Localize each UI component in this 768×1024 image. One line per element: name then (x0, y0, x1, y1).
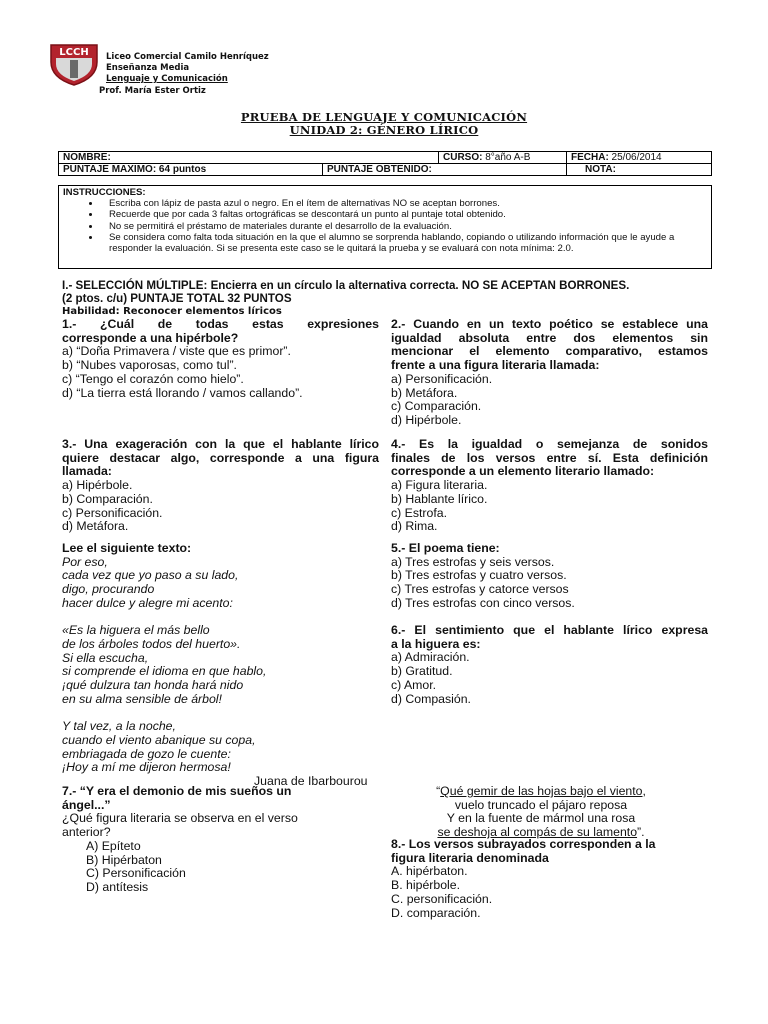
question-2-line: frente a una figura literaria llamada: (391, 358, 600, 373)
grade-field[interactable]: NOTA: (567, 164, 712, 176)
question-7-line: anterior? (62, 825, 111, 840)
option[interactable]: c) Comparación. (391, 399, 482, 414)
option[interactable]: A) Epíteto (86, 838, 141, 853)
option[interactable]: d) Hipérbole. (391, 412, 462, 427)
question-3-line: quiere destacar algo, corresponde a una figura (62, 450, 379, 465)
question-1 (62, 318, 379, 400)
question-3 (62, 438, 379, 534)
option[interactable]: b) Metáfora. (391, 385, 458, 400)
name-field[interactable]: NOMBRE: (59, 152, 439, 164)
poem-line: cuando el viento abanique su copa, (62, 732, 256, 747)
poem-line: Y tal vez, a la noche, (62, 719, 176, 734)
option[interactable]: c) Estrofa. (391, 505, 448, 520)
school-name: Liceo Comercial Camilo Henríquez (106, 52, 269, 62)
instructions-box (58, 185, 712, 269)
poem-line: digo, procurando (62, 582, 155, 597)
option[interactable]: c) Tres estrofas y catorce versos (391, 582, 569, 597)
option[interactable]: C) Personificación (86, 866, 186, 881)
instructions-heading: INSTRUCCIONES: (63, 187, 146, 198)
school-logo (48, 42, 100, 86)
option[interactable]: d) Metáfora. (62, 519, 129, 534)
school-subject: Lenguaje y Comunicación (106, 74, 228, 84)
poem-author: Juana de Ibarbourou (254, 773, 368, 788)
option[interactable]: d) “La tierra está llorando / vamos callando”. (62, 385, 303, 400)
option[interactable]: a) Hipérbole. (62, 478, 133, 493)
option[interactable]: B. hipérbole. (391, 878, 461, 893)
section-points: (2 ptos. c/u) PUNTAJE TOTAL 32 PUNTOS (62, 292, 292, 305)
poem-line: si comprende el idioma en que hablo, (62, 664, 267, 679)
poem-line: cada vez que yo paso a su lado, (62, 568, 239, 583)
question-8 (391, 838, 708, 920)
verse-line: se deshoja al compás de su lamento”. (437, 825, 645, 840)
verse-line: “Qué gemir de las hojas bajo el viento, (436, 784, 646, 798)
option[interactable]: d) Tres estrofas con cinco versos. (391, 595, 575, 610)
option[interactable]: c) “Tengo el corazón como hielo”. (62, 371, 244, 386)
option[interactable]: b) “Nubes vaporosas, como tul”. (62, 358, 237, 373)
option[interactable]: a) Admiración. (391, 650, 470, 665)
poem-line: ¡Hoy a mí me dijeron hermosa! (62, 760, 231, 775)
question-7-line: 7.- “Y era el demonio de mis sueños un (62, 784, 292, 798)
instruction-item: • Se considera como falta toda situación en la que el alumno se sorprenda hablando, copiando o utilizando información que le ayude a responder la evaluación. Si se presenta este caso se le quitará la prueba y se evaluará con nota mínima: 2.0. (101, 232, 707, 254)
poem-line: en su alma sensible de árbol! (62, 691, 222, 706)
question-2 (391, 318, 708, 428)
question-2-line: 2.- Cuando en un texto poético se establece una (391, 317, 708, 331)
school-level: Enseñanza Media (106, 63, 190, 73)
option[interactable]: c) Amor. (391, 677, 437, 692)
option[interactable]: b) Gratitud. (391, 664, 453, 679)
question-7-line: ángel...” (62, 797, 111, 812)
course-field: CURSO: 8°año A-B (439, 152, 567, 164)
option[interactable]: B) Hipérbaton (86, 852, 162, 867)
section-skill: Habilidad: Reconocer elementos líricos (62, 306, 282, 317)
school-info (106, 52, 269, 85)
question-3-line: llamada: (62, 464, 112, 479)
question-8-line: 8.- Los versos subrayados corresponden a la (391, 837, 656, 851)
poem-line: Por eso, (62, 554, 108, 569)
logo-text: LCCH (59, 47, 89, 58)
question-4-line: corresponde a un elemento literario llamado: (391, 464, 655, 479)
question-2-line: igualdad absoluta entre dos elementos sin (391, 330, 708, 345)
question-8-line: figura literaria denominada (391, 850, 549, 865)
question-6 (391, 624, 708, 706)
option[interactable]: A. hipérbaton. (391, 864, 468, 879)
exam-title: PRUEBA DE LENGUAJE Y COMUNICACIÓN (240, 110, 528, 124)
option[interactable]: a) Personificación. (391, 371, 493, 386)
question-2-line: mencionar el elemento comparativo, estamos (391, 344, 708, 359)
question-1-line: 1.- ¿Cuál de todas estas expresiones (62, 317, 379, 331)
poem-line: Si ella escucha, (62, 650, 149, 665)
question-6-line: a la higuera es: (391, 636, 481, 651)
option[interactable]: a) Figura literaria. (391, 478, 488, 493)
option[interactable]: a) “Doña Primavera / viste que es primor”. (62, 344, 291, 359)
option[interactable]: b) Comparación. (62, 491, 153, 506)
question-6-line: 6.- El sentimiento que el hablante lírico expresa (391, 623, 708, 637)
instruction-item: • Escriba con lápiz de pasta azul o negro. En el ítem de alternativas NO se aceptan borrones. (101, 198, 707, 209)
option[interactable]: b) Hablante lírico. (391, 491, 488, 506)
question-4-line: 4.- Es la igualdad o semejanza de sonidos (391, 437, 708, 451)
question-8-verse (391, 785, 691, 840)
poem-line: ¡qué dulzura tan honda hará nido (62, 678, 244, 693)
question-5-line: 5.- El poema tiene: (391, 541, 500, 555)
verse-line: vuelo truncado el pájaro reposa (454, 797, 628, 812)
verse-line: Y en la fuente de mármol una rosa (446, 811, 636, 826)
obtained-score-field[interactable]: PUNTAJE OBTENIDO: (323, 164, 567, 176)
max-score-field: PUNTAJE MAXIMO: 64 puntos (59, 164, 323, 176)
option[interactable]: D. comparación. (391, 905, 481, 920)
option[interactable]: d) Rima. (391, 519, 438, 534)
instruction-item: • No se permitirá el préstamo de materiales durante el desarrollo de la evaluación. (101, 221, 707, 232)
reading-passage (62, 542, 379, 789)
option[interactable]: a) Tres estrofas y seis versos. (391, 554, 555, 569)
option[interactable]: C. personificación. (391, 891, 493, 906)
reading-heading: Lee el siguiente texto: (62, 541, 192, 555)
teacher-name: Prof. María Ester Ortiz (99, 86, 206, 96)
poem-line: «Es la higuera el más bello (62, 623, 210, 638)
question-4-line: finales de los versos entre sí. Esta definición (391, 450, 708, 465)
poem-line: de los árboles todos del huerto». (62, 636, 241, 651)
date-field: FECHA: 25/06/2014 (567, 152, 712, 164)
student-info-table (58, 151, 712, 176)
exam-unit: UNIDAD 2: GÉNERO LÍRICO (289, 123, 479, 137)
question-4 (391, 438, 708, 534)
question-7-line: ¿Qué figura literaria se observa en el verso (62, 811, 298, 826)
question-3-line: 3.- Una exageración con la que el hablante lírico (62, 437, 379, 451)
poem-line: embriagada de gozo le cuente: (62, 746, 231, 761)
question-5 (391, 542, 708, 611)
instructions-list (63, 198, 707, 254)
option[interactable]: b) Tres estrofas y cuatro versos. (391, 568, 567, 583)
option[interactable]: d) Compasión. (391, 691, 471, 706)
question-7 (62, 785, 379, 895)
option[interactable]: c) Personificación. (62, 505, 163, 520)
question-1-line: corresponde a una hipérbole? (62, 330, 239, 345)
poem-line: hacer dulce y alegre mi acento: (62, 595, 233, 610)
section-title: I.- SELECCIÓN MÚLTIPLE: Encierra en un círculo la alternativa correcta. NO SE ACEPTAN BORRONES. (62, 279, 630, 292)
option[interactable]: D) antítesis (86, 879, 149, 894)
instruction-item: • Recuerde que por cada 3 faltas ortográficas se descontará un punto al puntaje total obtenido. (101, 209, 707, 220)
